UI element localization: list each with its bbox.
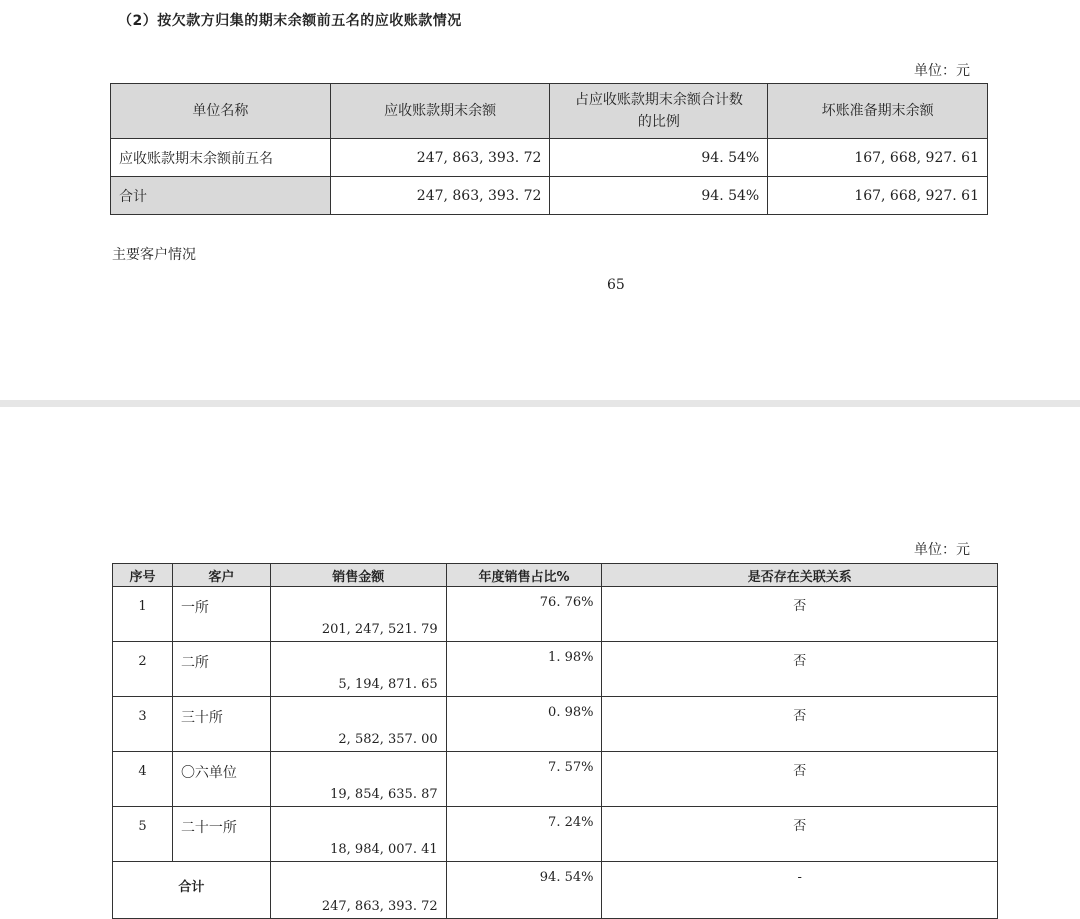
main-customers-table	[112, 563, 998, 919]
cell-related: 否	[602, 642, 998, 697]
page-separator	[0, 400, 1080, 407]
cell-total-label: 合计	[113, 862, 271, 919]
cell-share: 0. 98%	[446, 697, 602, 752]
main-customers-heading: 主要客户情况	[112, 247, 196, 263]
cell-related: 否	[602, 752, 998, 807]
header-sales-share: 年度销售占比%	[446, 564, 602, 587]
section-title: （2）按欠款方归集的期末余额前五名的应收账款情况	[118, 13, 462, 29]
cell-share: 7. 24%	[446, 807, 602, 862]
unit-label: 单位：元	[914, 63, 970, 79]
table-row	[111, 139, 988, 177]
cell-share: 1. 98%	[446, 642, 602, 697]
cell-customer: 一所	[172, 587, 270, 642]
header-customer: 客户	[172, 564, 270, 587]
table-row	[113, 587, 998, 642]
cell-index: 2	[113, 642, 173, 697]
cell-total-amount: 247, 863, 393. 72	[270, 862, 446, 919]
cell-total-share: 94. 54%	[446, 862, 602, 919]
cell-index: 4	[113, 752, 173, 807]
header-ending-balance: 应收账款期末余额	[330, 84, 550, 139]
cell-amount: 201, 247, 521. 79	[270, 587, 446, 642]
table-header-row	[111, 84, 988, 139]
cell-balance: 247, 863, 393. 72	[330, 139, 550, 177]
cell-total-balance: 247, 863, 393. 72	[330, 177, 550, 215]
table-total-row	[113, 862, 998, 919]
cell-amount: 19, 854, 635. 87	[270, 752, 446, 807]
cell-amount: 2, 582, 357. 00	[270, 697, 446, 752]
header-related-party: 是否存在关联关系	[602, 564, 998, 587]
header-unit-name: 单位名称	[111, 84, 331, 139]
cell-total-related: -	[602, 862, 998, 919]
cell-share: 7. 57%	[446, 752, 602, 807]
header-ratio	[550, 84, 768, 139]
table-row	[113, 807, 998, 862]
table-header-row	[113, 564, 998, 587]
cell-share: 76. 76%	[446, 587, 602, 642]
header-ratio-line1: 占应收账款期末余额合计数	[574, 92, 743, 108]
header-sales-amount: 销售金额	[270, 564, 446, 587]
cell-index: 5	[113, 807, 173, 862]
header-index: 序号	[113, 564, 173, 587]
table-row	[113, 697, 998, 752]
cell-total-label: 合计	[111, 177, 331, 215]
cell-related: 否	[602, 807, 998, 862]
cell-total-ratio: 94. 54%	[550, 177, 768, 215]
table-total-row	[111, 177, 988, 215]
cell-customer: 〇六单位	[172, 752, 270, 807]
cell-total-bad-debt: 167, 668, 927. 61	[768, 177, 988, 215]
cell-amount: 5, 194, 871. 65	[270, 642, 446, 697]
receivables-top5-table	[110, 83, 988, 215]
cell-bad-debt: 167, 668, 927. 61	[768, 139, 988, 177]
header-bad-debt: 坏账准备期末余额	[768, 84, 988, 139]
table-row	[113, 752, 998, 807]
unit-label-2: 单位：元	[914, 542, 970, 558]
cell-customer: 二所	[172, 642, 270, 697]
cell-index: 1	[113, 587, 173, 642]
table-row	[113, 642, 998, 697]
cell-related: 否	[602, 697, 998, 752]
header-ratio-line2: 的比例	[637, 114, 680, 130]
cell-amount: 18, 984, 007. 41	[270, 807, 446, 862]
cell-name: 应收账款期末余额前五名	[111, 139, 331, 177]
cell-related: 否	[602, 587, 998, 642]
cell-customer: 三十所	[172, 697, 270, 752]
cell-ratio: 94. 54%	[550, 139, 768, 177]
cell-index: 3	[113, 697, 173, 752]
cell-customer: 二十一所	[172, 807, 270, 862]
page-number: 65	[607, 277, 625, 293]
